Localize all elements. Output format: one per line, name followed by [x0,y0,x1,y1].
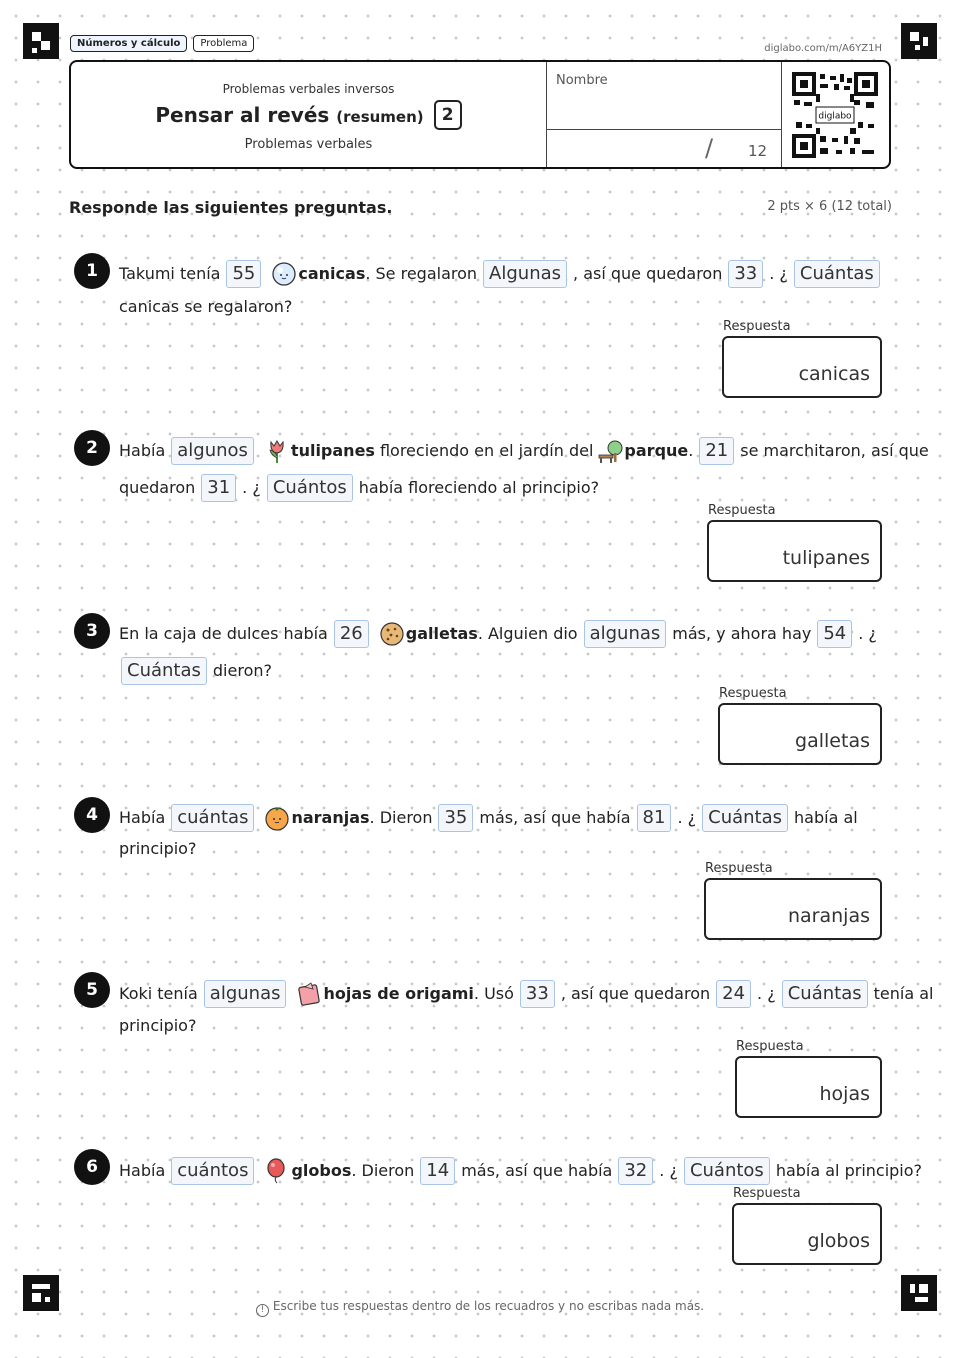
value-box: 81 [637,804,672,832]
balloon-icon [264,1158,290,1184]
cookie-icon [379,621,405,647]
answer-label: Respuesta [736,1039,804,1054]
origami-icon [296,981,322,1007]
name-label: Nombre [556,73,608,88]
value-box: Cuántas [794,260,880,288]
question-1-line-1: Takumi tenía 55 canicas . Se regalaron Algunas , así que quedaron 33 . ¿ Cuántas [119,260,886,288]
answer-box-3[interactable]: galletas [718,703,882,765]
worksheet-url: diglabo.com/m/A6YZ1H [764,43,882,54]
orange-icon [264,805,290,831]
answer-label: Respuesta [705,861,773,876]
park-icon [597,438,623,464]
value-box: algunas [204,980,287,1008]
tag-problem: Problema [193,35,254,52]
value-box: Algunas [483,260,567,288]
value-box: 33 [728,260,763,288]
answer-box-5[interactable]: hojas [735,1056,882,1118]
value-box: Cuántos [684,1157,770,1185]
page-title: Pensar al revés (resumen) [155,103,424,127]
qr-code-icon [792,72,878,158]
value-box: 31 [201,474,236,502]
corner-marker-top-right [901,23,937,59]
question-4-line-2: principio? [119,839,197,858]
value-box: cuántos [171,1157,254,1185]
value-box: 24 [716,980,751,1008]
answer-label: Respuesta [723,319,791,334]
question-3-line-1: En la caja de dulces había 26 galletas . Alguien dio algunas más, y ahora hay 54 . ¿ [119,620,877,648]
header-title-area [71,62,546,167]
worksheet-header [69,60,891,169]
question-3-line-2: Cuántas dieron? [119,657,272,685]
points-info: 2 pts × 6 (12 total) [767,199,892,214]
value-box: 32 [618,1157,653,1185]
value-box: Cuántos [267,474,353,502]
footer-note: ! Escribe tus respuestas dentro de los recuadros y no escribas nada más. [0,1299,960,1317]
question-2-line-2: quedaron 31 . ¿ Cuántos había floreciendo al principio? [119,474,599,502]
value-box: 26 [334,620,369,648]
value-box: 35 [438,804,473,832]
value-box: algunas [584,620,667,648]
question-number-3: 3 [74,613,110,649]
value-box: algunos [171,437,254,465]
question-5-line-2: principio? [119,1016,197,1035]
header-subtitle: Problemas verbales inversos [222,82,395,96]
info-icon: ! [256,1304,269,1317]
instructions: Responde las siguientes preguntas. [69,198,393,217]
question-2-line-1: Había algunos tulipanes floreciendo en el jardín del parque . 21 se marchitaron, así que [119,437,929,465]
answer-label: Respuesta [733,1186,801,1201]
answer-box-1[interactable]: canicas [722,336,882,398]
answer-box-2[interactable]: tulipanes [707,520,882,582]
worksheet-number: 2 [434,100,462,130]
marble-icon [271,261,297,287]
question-number-1: 1 [74,253,110,289]
name-score-area [546,62,782,167]
value-box: Cuántas [782,980,868,1008]
question-number-2: 2 [74,430,110,466]
value-box: cuántas [171,804,254,832]
answer-box-4[interactable]: naranjas [704,878,882,940]
answer-label: Respuesta [708,503,776,518]
question-number-6: 6 [74,1149,110,1185]
corner-marker-top-left [23,23,59,59]
value-box: Cuántas [121,657,207,685]
question-4-line-1: Había cuántas naranjas . Dieron 35 más, así que había 81 . ¿ Cuántas había al [119,804,858,832]
svg-text:diglabo: diglabo [818,111,852,122]
score-total: 12 [748,142,768,160]
value-box: 55 [226,260,261,288]
value-box: 14 [420,1157,455,1185]
question-5-line-1: Koki tenía algunas hojas de origami . Usó 33 , así que quedaron 24 . ¿ Cuántas tenía al [119,980,933,1008]
name-divider [547,129,781,130]
question-number-4: 4 [74,797,110,833]
value-box: 54 [817,620,852,648]
tag-numbers: Números y cálculo [70,35,187,52]
question-6-line-1: Había cuántos globos . Dieron 14 más, así que había 32 . ¿ Cuántos había al principio? [119,1157,922,1185]
value-box: 33 [520,980,555,1008]
value-box: Cuántas [702,804,788,832]
header-title-row [71,100,546,130]
tag-list [70,35,254,52]
value-box: 21 [699,437,734,465]
score-slash: / [705,134,714,162]
question-number-5: 5 [74,972,110,1008]
question-1-line-2: canicas se regalaron? [119,297,293,316]
tulip-icon [264,438,290,464]
header-category: Problemas verbales [244,137,373,152]
answer-label: Respuesta [719,686,787,701]
answer-box-6[interactable]: globos [732,1203,882,1265]
